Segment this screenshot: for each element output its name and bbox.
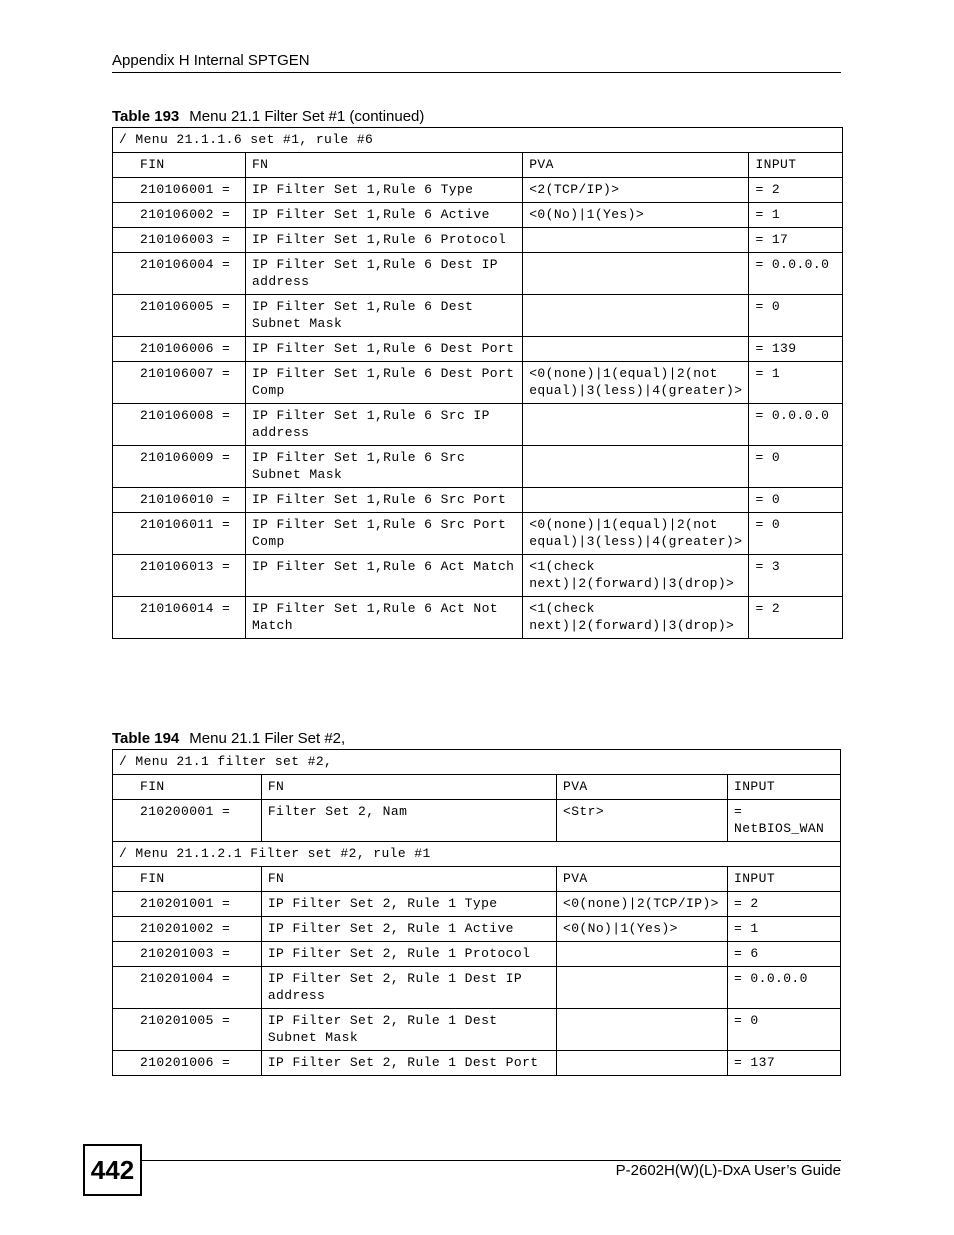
table-193-title: Menu 21.1 Filter Set #1 (continued): [189, 108, 425, 125]
pva-cell: [557, 942, 728, 967]
fin-cell: 210201002 =: [113, 917, 262, 942]
table-193-label: Table 193: [112, 108, 180, 125]
running-header: Appendix H Internal SPTGEN: [112, 52, 310, 69]
fin-cell: 210106004 =: [113, 253, 246, 295]
input-cell: = 0.0.0.0: [749, 253, 843, 295]
input-cell: = 2: [749, 178, 843, 203]
pva-cell: [557, 1009, 728, 1051]
input-cell: = 1: [749, 203, 843, 228]
pva-cell: [557, 967, 728, 1009]
fin-cell: 210106001 =: [113, 178, 246, 203]
table-row: [113, 1009, 841, 1051]
pva-cell: <2(TCP/IP)>: [523, 178, 749, 203]
fn-cell: IP Filter Set 2, Rule 1 Dest Subnet Mask: [261, 1009, 556, 1051]
pva-cell: [523, 337, 749, 362]
input-cell: = 0: [749, 446, 843, 488]
fn-cell: IP Filter Set 1,Rule 6 Active: [245, 203, 522, 228]
column-header-row: [113, 867, 841, 892]
pva-cell: [523, 295, 749, 337]
input-cell: = 2: [749, 597, 843, 639]
input-cell: = 0: [749, 513, 843, 555]
fn-cell: IP Filter Set 1,Rule 6 Src IP address: [245, 404, 522, 446]
table-193-caption: [112, 108, 424, 125]
fin-cell: 210201005 =: [113, 1009, 262, 1051]
column-header-row: [113, 775, 841, 800]
table-row: [113, 337, 843, 362]
column-header-fin: FIN: [113, 153, 246, 178]
fn-cell: IP Filter Set 2, Rule 1 Protocol: [261, 942, 556, 967]
table-row: [113, 892, 841, 917]
menu-path: / Menu 21.1 filter set #2,: [113, 750, 841, 775]
fin-cell: 210201006 =: [113, 1051, 262, 1076]
fn-cell: IP Filter Set 1,Rule 6 Type: [245, 178, 522, 203]
fn-cell: IP Filter Set 1,Rule 6 Act Match: [245, 555, 522, 597]
table-row: [113, 800, 841, 842]
column-header-fn: FN: [261, 775, 556, 800]
menu-row: [113, 128, 843, 153]
menu-row: [113, 750, 841, 775]
table-193-body: [113, 128, 843, 639]
fin-cell: 210201004 =: [113, 967, 262, 1009]
input-cell: = 0: [749, 488, 843, 513]
table-row: [113, 404, 843, 446]
fin-cell: 210201003 =: [113, 942, 262, 967]
table-194-caption: [112, 730, 345, 747]
fin-cell: 210106005 =: [113, 295, 246, 337]
footer-rule: [140, 1160, 841, 1161]
header-rule: [112, 72, 841, 73]
table-row: [113, 513, 843, 555]
fn-cell: IP Filter Set 1,Rule 6 Src Port: [245, 488, 522, 513]
pva-cell: <0(none)|1(equal)|2(not equal)|3(less)|4(greater)>: [523, 362, 749, 404]
input-cell: = 17: [749, 228, 843, 253]
fn-cell: IP Filter Set 2, Rule 1 Dest IP address: [261, 967, 556, 1009]
page-number: 442: [83, 1144, 142, 1196]
table-193: [112, 127, 843, 639]
column-header-fn: FN: [245, 153, 522, 178]
column-header-row: [113, 153, 843, 178]
fin-cell: 210201001 =: [113, 892, 262, 917]
fin-cell: 210200001 =: [113, 800, 262, 842]
fn-cell: IP Filter Set 2, Rule 1 Type: [261, 892, 556, 917]
pva-cell: <1(check next)|2(forward)|3(drop)>: [523, 597, 749, 639]
input-cell: = 0.0.0.0: [728, 967, 841, 1009]
pva-cell: [523, 446, 749, 488]
input-cell: = 0.0.0.0: [749, 404, 843, 446]
table-row: [113, 446, 843, 488]
table-194-body: [113, 750, 841, 1076]
fin-cell: 210106014 =: [113, 597, 246, 639]
pva-cell: <1(check next)|2(forward)|3(drop)>: [523, 555, 749, 597]
pva-cell: [523, 404, 749, 446]
fin-cell: 210106008 =: [113, 404, 246, 446]
table-row: [113, 295, 843, 337]
fn-cell: IP Filter Set 1,Rule 6 Act Not Match: [245, 597, 522, 639]
input-cell: = 1: [728, 917, 841, 942]
fn-cell: IP Filter Set 1,Rule 6 Dest Port Comp: [245, 362, 522, 404]
column-header-pva: PVA: [557, 867, 728, 892]
fn-cell: IP Filter Set 1,Rule 6 Dest Port: [245, 337, 522, 362]
fin-cell: 210106011 =: [113, 513, 246, 555]
table-194-title: Menu 21.1 Filer Set #2,: [189, 730, 346, 747]
pva-cell: <0(No)|1(Yes)>: [557, 917, 728, 942]
pva-cell: <0(No)|1(Yes)>: [523, 203, 749, 228]
pva-cell: <0(none)|2(TCP/IP)>: [557, 892, 728, 917]
fin-cell: 210106006 =: [113, 337, 246, 362]
table-row: [113, 1051, 841, 1076]
fin-cell: 210106002 =: [113, 203, 246, 228]
table-194-label: Table 194: [112, 730, 180, 747]
table-row: [113, 488, 843, 513]
input-cell: = 139: [749, 337, 843, 362]
fn-cell: IP Filter Set 1,Rule 6 Src Subnet Mask: [245, 446, 522, 488]
table-row: [113, 555, 843, 597]
input-cell: = 137: [728, 1051, 841, 1076]
fin-cell: 210106013 =: [113, 555, 246, 597]
input-cell: = 2: [728, 892, 841, 917]
pva-cell: [523, 253, 749, 295]
input-cell: = 6: [728, 942, 841, 967]
column-header-fin: FIN: [113, 775, 262, 800]
column-header-pva: PVA: [557, 775, 728, 800]
column-header-input: INPUT: [728, 775, 841, 800]
column-header-input: INPUT: [749, 153, 843, 178]
table-row: [113, 253, 843, 295]
pva-cell: <0(none)|1(equal)|2(not equal)|3(less)|4(greater)>: [523, 513, 749, 555]
table-row: [113, 917, 841, 942]
fin-cell: 210106003 =: [113, 228, 246, 253]
menu-path: / Menu 21.1.1.6 set #1, rule #6: [113, 128, 843, 153]
menu-row: [113, 842, 841, 867]
fn-cell: IP Filter Set 1,Rule 6 Dest IP address: [245, 253, 522, 295]
input-cell: = 0: [728, 1009, 841, 1051]
table-row: [113, 228, 843, 253]
input-cell: = 3: [749, 555, 843, 597]
table-row: [113, 597, 843, 639]
fn-cell: Filter Set 2, Nam: [261, 800, 556, 842]
table-row: [113, 967, 841, 1009]
column-header-input: INPUT: [728, 867, 841, 892]
column-header-pva: PVA: [523, 153, 749, 178]
menu-path: / Menu 21.1.2.1 Filter set #2, rule #1: [113, 842, 841, 867]
fin-cell: 210106009 =: [113, 446, 246, 488]
fn-cell: IP Filter Set 1,Rule 6 Dest Subnet Mask: [245, 295, 522, 337]
pva-cell: [557, 1051, 728, 1076]
table-row: [113, 203, 843, 228]
input-cell: = NetBIOS_WAN: [728, 800, 841, 842]
column-header-fin: FIN: [113, 867, 262, 892]
table-194: [112, 749, 841, 1076]
fn-cell: IP Filter Set 1,Rule 6 Src Port Comp: [245, 513, 522, 555]
table-row: [113, 362, 843, 404]
fin-cell: 210106010 =: [113, 488, 246, 513]
input-cell: = 0: [749, 295, 843, 337]
guide-title: P-2602H(W)(L)-DxA User’s Guide: [615, 1162, 841, 1179]
input-cell: = 1: [749, 362, 843, 404]
pva-cell: [523, 228, 749, 253]
column-header-fn: FN: [261, 867, 556, 892]
fn-cell: IP Filter Set 2, Rule 1 Dest Port: [261, 1051, 556, 1076]
table-row: [113, 942, 841, 967]
pva-cell: <Str>: [557, 800, 728, 842]
fn-cell: IP Filter Set 1,Rule 6 Protocol: [245, 228, 522, 253]
fn-cell: IP Filter Set 2, Rule 1 Active: [261, 917, 556, 942]
pva-cell: [523, 488, 749, 513]
fin-cell: 210106007 =: [113, 362, 246, 404]
table-row: [113, 178, 843, 203]
